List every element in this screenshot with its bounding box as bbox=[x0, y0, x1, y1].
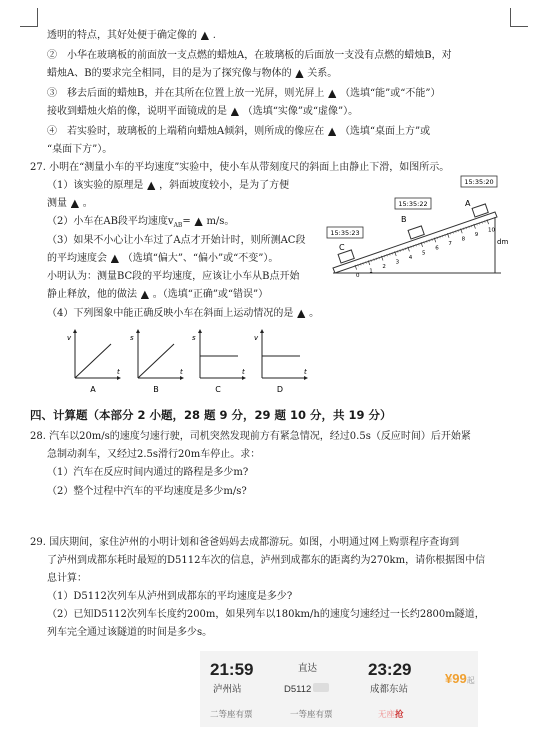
x-axis-label: t bbox=[242, 368, 245, 376]
text-run: . bbox=[212, 30, 216, 41]
text-line bbox=[47, 308, 319, 320]
text-line bbox=[47, 106, 358, 118]
text-line bbox=[47, 50, 452, 62]
ruler-label: 10 bbox=[488, 227, 495, 234]
ticket-price bbox=[445, 671, 475, 687]
text-run: 的平均速度会 bbox=[47, 253, 107, 264]
incline-ruler bbox=[355, 220, 495, 280]
text-run: ③ 移去后面的蜡烛B，并在其所在位置上放一光屏，则光屏上 bbox=[47, 88, 325, 99]
text-line bbox=[47, 573, 87, 585]
ruler-label: 8 bbox=[461, 236, 466, 243]
x-axis-arrow bbox=[117, 376, 121, 380]
text-run: 关系。 bbox=[307, 68, 338, 79]
graph-option-label: C bbox=[215, 385, 221, 394]
point-label-a: A bbox=[465, 199, 471, 208]
text-run: 小明认为：测量BC段的平均速度，应该让小车从B点开始 bbox=[47, 271, 300, 282]
text-run: （1）该实验的原理是 bbox=[47, 180, 144, 191]
seat-first-class: 一等座有票 bbox=[290, 709, 333, 719]
crop-mark-right-v bbox=[510, 8, 511, 27]
text-line bbox=[47, 30, 216, 42]
seat-second-class: 二等座有票 bbox=[210, 709, 253, 719]
answer-blank: ▲ bbox=[194, 216, 203, 227]
section-heading bbox=[30, 409, 392, 423]
clock-a-time: 15:35:20 bbox=[464, 178, 494, 186]
text-line bbox=[47, 591, 292, 603]
text-run: 测量 bbox=[47, 198, 67, 209]
depart-station: 泸州站 bbox=[213, 684, 242, 695]
text-line bbox=[47, 88, 441, 100]
x-axis-arrow bbox=[304, 376, 308, 380]
text-run: 。 bbox=[82, 198, 93, 209]
text-run: （选填“桌面上方”或 bbox=[339, 126, 431, 137]
train-ticket-card bbox=[200, 651, 478, 727]
text-line bbox=[47, 271, 300, 283]
arrive-station: 成都东站 bbox=[370, 684, 409, 695]
y-axis-arrow bbox=[198, 329, 202, 333]
answer-blank: ▲ bbox=[111, 253, 119, 264]
text-line bbox=[47, 68, 337, 80]
text-run: （4）下列图象中能正确反映小车在斜面上运动情况的是 bbox=[47, 308, 294, 319]
text-line bbox=[47, 216, 234, 229]
answer-blank: ▲ bbox=[147, 180, 156, 191]
text-run: （2）已知D5112次列车长度约200m，如果列车以180km/h的速度匀速经过一长约2800m隧道， bbox=[47, 609, 485, 620]
graph-option-label: B bbox=[153, 385, 159, 394]
ticket-price-value: ¥99 bbox=[445, 671, 467, 686]
clock-b-time: 15:35:22 bbox=[398, 200, 428, 208]
motion-graph-d bbox=[252, 328, 312, 394]
answer-blank: ▲ bbox=[141, 289, 149, 300]
x-axis-label: t bbox=[304, 368, 307, 376]
ruler-label: 9 bbox=[474, 232, 479, 239]
point-label-b: B bbox=[401, 215, 407, 224]
text-line bbox=[47, 180, 289, 192]
seat-no-seat-label: 无座 bbox=[378, 709, 396, 719]
text-run: ④ 若实验时，玻璃板的上端稍向蜡烛A倾斜，则所成的像应在 bbox=[47, 126, 325, 137]
y-axis-label: s bbox=[192, 334, 196, 342]
text-line bbox=[47, 555, 485, 567]
text-run: m/s。 bbox=[206, 216, 235, 227]
text-run: （2）小车在AB段平均速度v bbox=[47, 216, 174, 227]
text-run: （3）如果不小心让小车过了A点才开始计时，则所测AC段 bbox=[47, 235, 306, 246]
answer-blank: ▲ bbox=[328, 88, 337, 99]
answer-blank: ▲ bbox=[71, 198, 79, 209]
graph-line bbox=[138, 344, 174, 378]
text-line bbox=[47, 126, 430, 138]
train-route-arrow bbox=[313, 683, 329, 692]
incline-ramp bbox=[333, 212, 497, 273]
crop-mark-left-v bbox=[37, 8, 38, 27]
answer-blank: ▲ bbox=[297, 308, 306, 319]
text-run: （选填“能”或“不能”） bbox=[340, 88, 441, 99]
text-run: 急制动刹车，又经过2.5s滑行20m车停止。求： bbox=[47, 449, 261, 460]
ruler-label: 2 bbox=[382, 263, 386, 270]
text-run: 27. 小明在“测量小车的平均速度”实验中，使小车从带刻度尺的斜面上由静止下滑，如图所示。 bbox=[30, 162, 450, 173]
crop-mark-right-h bbox=[510, 26, 528, 27]
text-line bbox=[30, 431, 471, 443]
text-line bbox=[47, 627, 212, 639]
y-axis-arrow bbox=[136, 329, 140, 333]
text-run: 29. 国庆期间，家住泸州的小明计划和爸爸妈妈去成都游玩。如图，小明通过网上购票程序查询到 bbox=[30, 537, 460, 548]
text-line bbox=[30, 537, 459, 549]
text-line bbox=[47, 467, 248, 479]
x-axis-label: t bbox=[180, 368, 183, 376]
ruler-label: 7 bbox=[448, 241, 452, 248]
seat-grab-label: 抢 bbox=[395, 709, 404, 719]
text-line bbox=[47, 449, 260, 461]
arrive-time: 23:29 bbox=[368, 660, 412, 679]
text-run: ，斜面坡度较小，是为了方便 bbox=[159, 180, 290, 191]
text-run: 四、计算题（本部分 2 小题，28 题 9 分，29 题 10 分，共 19 分） bbox=[30, 408, 392, 422]
text-run: （选填“偏大”、“偏小”或“不变”）。 bbox=[122, 253, 279, 264]
text-run: 透明的特点，其好处便于确定像的 bbox=[47, 30, 197, 41]
ruler-unit: dm bbox=[497, 238, 509, 246]
ruler-label: 1 bbox=[369, 268, 373, 275]
text-run: 。 bbox=[309, 308, 320, 319]
seat-no-seat bbox=[378, 709, 404, 719]
text-run: 列车完全通过该隧道的时间是多少s。 bbox=[47, 627, 213, 638]
text-run: 蜡烛A、B的要求完全相同，目的是为了探究像与物体的 bbox=[47, 68, 292, 79]
x-axis-arrow bbox=[180, 376, 184, 380]
ruler-label: 6 bbox=[435, 245, 439, 252]
y-axis-arrow bbox=[73, 329, 77, 333]
y-axis-label: v bbox=[67, 334, 72, 342]
text-run: = bbox=[182, 216, 191, 227]
text-run: 。（选填“正确”或“错误”） bbox=[152, 289, 269, 300]
depart-time: 21:59 bbox=[210, 660, 254, 679]
text-run: （1）汽车在反应时间内通过的路程是多少m? bbox=[47, 467, 249, 478]
subscript: AB bbox=[173, 222, 183, 229]
text-run: 28. 汽车以20m/s的速度匀速行驶，司机突然发现前方有紧急情况，经过0.5s（反应时间）后开始紧 bbox=[30, 431, 471, 442]
crop-mark-left-h bbox=[20, 26, 38, 27]
point-label-c: C bbox=[339, 243, 345, 252]
ruler-label: 3 bbox=[395, 259, 400, 266]
text-line bbox=[47, 609, 485, 621]
y-axis-label: v bbox=[254, 334, 259, 342]
text-run: “桌面下方”）。 bbox=[47, 144, 113, 155]
text-run: （选填“实像”或“虚像”）。 bbox=[242, 106, 359, 117]
graph-option-label: A bbox=[90, 385, 96, 394]
graph-option-label: D bbox=[276, 385, 284, 394]
answer-blank: ▲ bbox=[201, 30, 209, 41]
ruler-label: 0 bbox=[356, 273, 360, 279]
answer-blank: ▲ bbox=[328, 126, 336, 137]
train-type: 直达 bbox=[298, 663, 318, 674]
y-axis-arrow bbox=[260, 329, 264, 333]
ruler-label: 5 bbox=[422, 250, 426, 257]
text-line bbox=[47, 289, 268, 301]
text-line bbox=[47, 235, 305, 247]
answer-blank: ▲ bbox=[295, 68, 304, 79]
motion-graph-a bbox=[65, 328, 125, 394]
text-run: 静止释放，他的做法 bbox=[47, 289, 137, 300]
text-line bbox=[47, 253, 278, 265]
y-axis-label: s bbox=[130, 334, 134, 342]
incline-experiment-figure bbox=[325, 172, 515, 282]
text-run: （1）D5112次列车从泸州到成都东的平均速度是多少? bbox=[47, 591, 293, 602]
text-run: 接收到蜡烛火焰的像，说明平面镜成的是 bbox=[47, 106, 227, 117]
x-axis-arrow bbox=[242, 376, 246, 380]
ticket-price-suffix: 起 bbox=[466, 676, 475, 685]
text-line bbox=[47, 198, 93, 210]
motion-graph-c bbox=[190, 328, 250, 394]
train-number: D5112 bbox=[284, 684, 312, 695]
answer-blank: ▲ bbox=[231, 106, 239, 117]
text-run: 息计算： bbox=[47, 573, 87, 584]
text-run: 了泸州到成都东耗时最短的D5112车次的信息，泸州到成都东的距离约为270km，请你根据图中信 bbox=[47, 555, 486, 566]
text-line bbox=[47, 486, 247, 498]
text-run: （2）整个过程中汽车的平均速度是多少m/s? bbox=[47, 486, 247, 497]
ruler-label: 4 bbox=[408, 254, 413, 261]
text-line bbox=[47, 144, 112, 156]
motion-graph-b bbox=[128, 328, 188, 394]
x-axis-label: t bbox=[117, 368, 120, 376]
clock-c-time: 15:35:23 bbox=[330, 229, 360, 237]
graph-line bbox=[75, 344, 111, 378]
text-run: ② 小华在玻璃板的前面放一支点燃的蜡烛A，在玻璃板的后面放一支没有点燃的蜡烛B，对 bbox=[47, 50, 452, 61]
